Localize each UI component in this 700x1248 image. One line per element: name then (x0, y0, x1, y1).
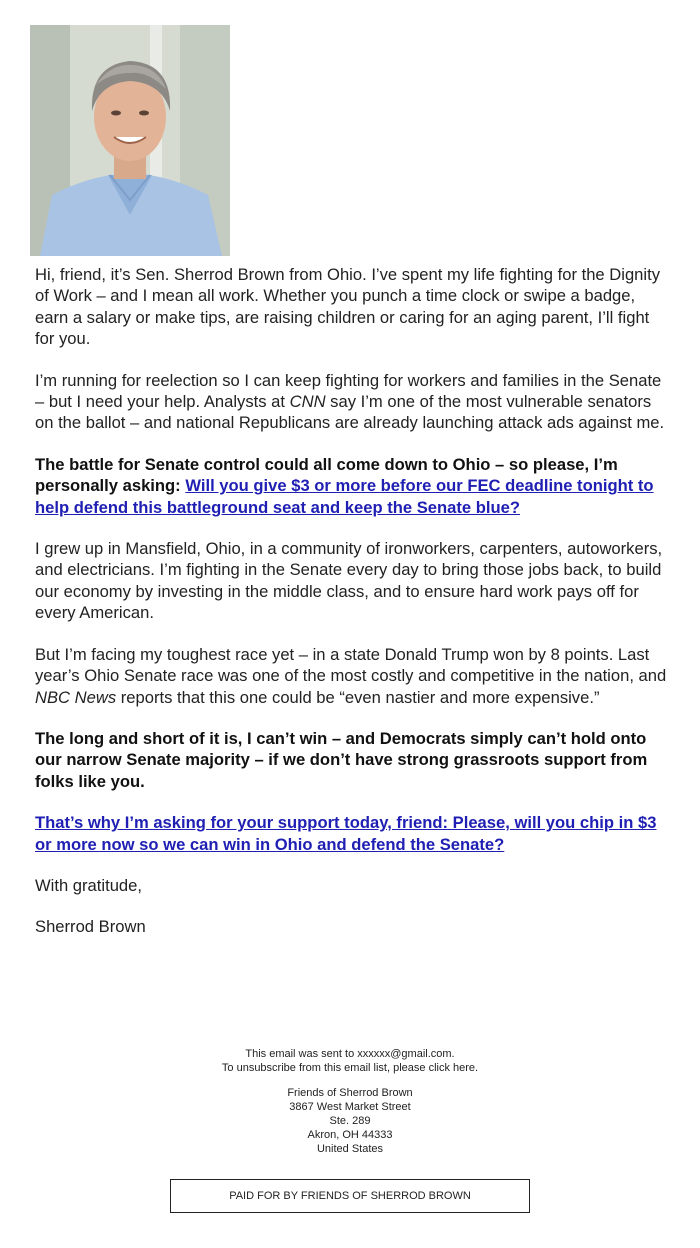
country: United States (316, 1143, 384, 1155)
unsubscribe-line (0, 1061, 700, 1075)
sent-to-line (0, 1047, 700, 1061)
final-ask-paragraph (35, 812, 671, 855)
donate-link-chip-in[interactable]: That’s why I’m asking for your support today, friend: Please, will you chip in $3 or more now so we can win in Ohio and defend the Senate? (35, 813, 657, 854)
ask-lead-text: The battle for Senate control could all come down to Ohio – so please, I’m personally asking: (35, 454, 618, 496)
mailing-address (0, 1086, 700, 1156)
senator-portrait-image (30, 25, 230, 256)
race-text-b: reports that this one could be “even nastier and more expensive.” (116, 687, 600, 707)
intro-paragraph: Hi, friend, it’s Sen. Sherrod Brown from Ohio. I’ve spent my life fighting for the Dignity of Work – and I mean all work. Whether you punch a time clock or swipe a badge, earn a salary or make tips, are raising children or caring for an aging parent, I’ll fight for you. (35, 265, 660, 349)
footer-notice (0, 1047, 700, 1075)
background-paragraph: I grew up in Mansfield, Ohio, in a community of ironworkers, carpenters, autoworkers, and electricians. I’m fighting in the Senate every day to bring those jobs back, to build our economy by investing in the middle class, and to ensure hard work pays off for every American. (35, 539, 663, 623)
email-body (35, 264, 671, 958)
closing-line: With gratitude, (35, 875, 142, 895)
stakes-paragraph: The long and short of it is, I can’t win – and Democrats simply can’t hold onto our narrow Senate majority – if we don’t have strong grassroots support from folks like you. (35, 728, 648, 791)
unsubscribe-link[interactable]: click here (428, 1062, 476, 1074)
paid-for-disclaimer: PAID FOR BY FRIENDS OF SHERROD BROWN (170, 1179, 530, 1213)
city-state-zip: Akron, OH 44333 (307, 1129, 393, 1141)
unsubscribe-suffix: . (475, 1062, 479, 1074)
sent-to-suffix: . (451, 1048, 455, 1060)
street-address: 3867 West Market Street (289, 1101, 411, 1113)
recipient-email: xxxxxx@gmail.com (357, 1048, 452, 1060)
donate-link-fec-deadline[interactable]: Will you give $3 or more before our FEC deadline tonight to help defend this battleground seat and keep the Senate blue? (35, 476, 654, 517)
suite: Ste. 289 (329, 1115, 371, 1127)
cnn-source: CNN (289, 392, 326, 412)
nbc-source: NBC News (35, 687, 117, 707)
reelection-text-a: I’m running for reelection so I can keep fighting for workers and families in the Senate – but I need your help. Analysts at (35, 370, 662, 412)
reelection-text-b: say I’m one of the most vulnerable senators on the ballot – and national Republicans are already launching attack ads against me. (35, 392, 665, 433)
email-footer (0, 1047, 700, 1167)
ask-paragraph (35, 454, 671, 518)
unsubscribe-prefix: To unsubscribe from this email list, please (221, 1062, 429, 1074)
race-text-a: But I’m facing my toughest race yet – in a state Donald Trump won by 8 points. Last year’s Ohio Senate race was one of the most costly and competitive in the nation, and (35, 644, 667, 686)
signature: Sherrod Brown (35, 917, 146, 937)
reelection-paragraph (35, 370, 671, 434)
org-name: Friends of Sherrod Brown (287, 1087, 413, 1099)
race-paragraph (35, 644, 671, 708)
sent-to-prefix: This email was sent to (245, 1048, 358, 1060)
